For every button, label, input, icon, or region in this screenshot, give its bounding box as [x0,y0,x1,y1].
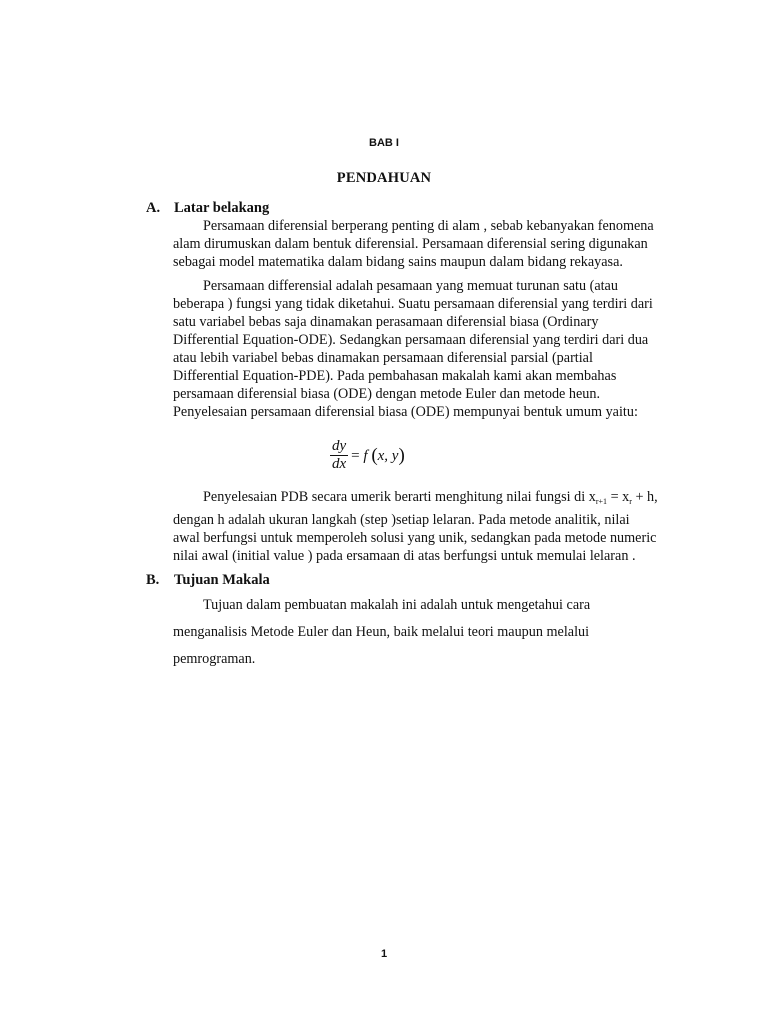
formula-open-paren: ( [371,444,378,466]
paragraph-line: dengan h adalah ukuran langkah (step )setiap lelaran. Pada metode analitik, nilai [173,512,630,528]
formula-function: f [363,447,368,464]
paragraph-line: persamaan diferensial biasa (ODE) dengan metode Euler dan metode heun. [173,386,601,402]
section-a-paragraph-1 [173,217,673,271]
paragraph-line: menganalisis Metode Euler dan Heun, baik melalui teori maupun melalui [173,624,590,640]
section-b-letter: B. [146,572,160,588]
paragraph-line: Differential Equation-ODE). Sedangkan persamaan diferensial yang terdiri dari dua [173,332,649,348]
section-a-letter: A. [146,200,161,216]
paragraph-line: Persamaan diferensial berperang penting di alam , sebab kebanyakan fenomena [203,218,654,234]
paragraph-line [173,488,673,511]
paragraph-line: pemrograman. [173,651,256,667]
paragraph-line: Tujuan dalam pembuatan makalah ini adalah untuk mengetahui cara [203,597,591,613]
section-b-heading [146,572,270,589]
formula-args: x, y [377,447,399,464]
section-a-paragraph-2 [173,277,673,421]
chapter-label: BAB I [369,137,399,149]
paragraph-line: Differential Equation-PDE). Pada pembahasan makalah kami akan membahas [173,368,617,384]
ode-formula [330,438,405,473]
line-text: = x [607,489,630,505]
paragraph-line: awal berfungsi untuk memperoleh solusi yang unik, sedangkan pada metode numeric [173,530,657,546]
line-text: Penyelesaian PDB secara umerik berarti menghitung nilai fungsi di x [203,489,596,505]
formula-close-paren: ) [398,444,405,466]
subscript: r+1 [595,497,608,506]
paragraph-line: beberapa ) fungsi yang tidak diketahui. Suatu persamaan diferensial yang terdiri dari [173,296,653,312]
paragraph-line: sebagai model matematika dalam bidang sains maupun dalam bidang rekayasa. [173,254,623,270]
paragraph-line: Penyelesaian persamaan diferensial biasa (ODE) mempunyai bentuk umum yaitu: [173,404,638,420]
formula-equals: = [351,447,360,464]
section-b-paragraph [173,592,673,673]
formula-fraction [330,438,348,473]
formula-denominator: dx [332,456,347,472]
paragraph-line: satu variabel bebas saja dinamakan perasamaan diferensial biasa (Ordinary [173,314,599,330]
section-a-paragraph-3 [173,488,673,565]
paragraph-line: Persamaan differensial adalah pesamaan yang memuat turunan satu (atau [203,278,618,294]
page-title: PENDAHUAN [336,170,432,186]
section-b-title: Tujuan Makala [174,572,270,588]
line-text: + h, [631,489,658,505]
section-a-title: Latar belakang [174,200,270,216]
formula-right-side [351,445,405,467]
section-a-heading [146,200,269,217]
paragraph-line: atau lebih variabel bebas dinamakan persamaan diferensial parsial (partial [173,350,593,366]
page-number: 1 [380,948,388,960]
subscript: r [629,497,632,506]
formula-numerator: dy [332,438,347,454]
paragraph-line: nilai awal (initial value ) pada ersamaan di atas berfungsi untuk memulai lelaran . [173,548,636,564]
paragraph-line: alam dirumuskan dalam bentuk diferensial. Persamaan diferensial sering digunakan [173,236,648,252]
